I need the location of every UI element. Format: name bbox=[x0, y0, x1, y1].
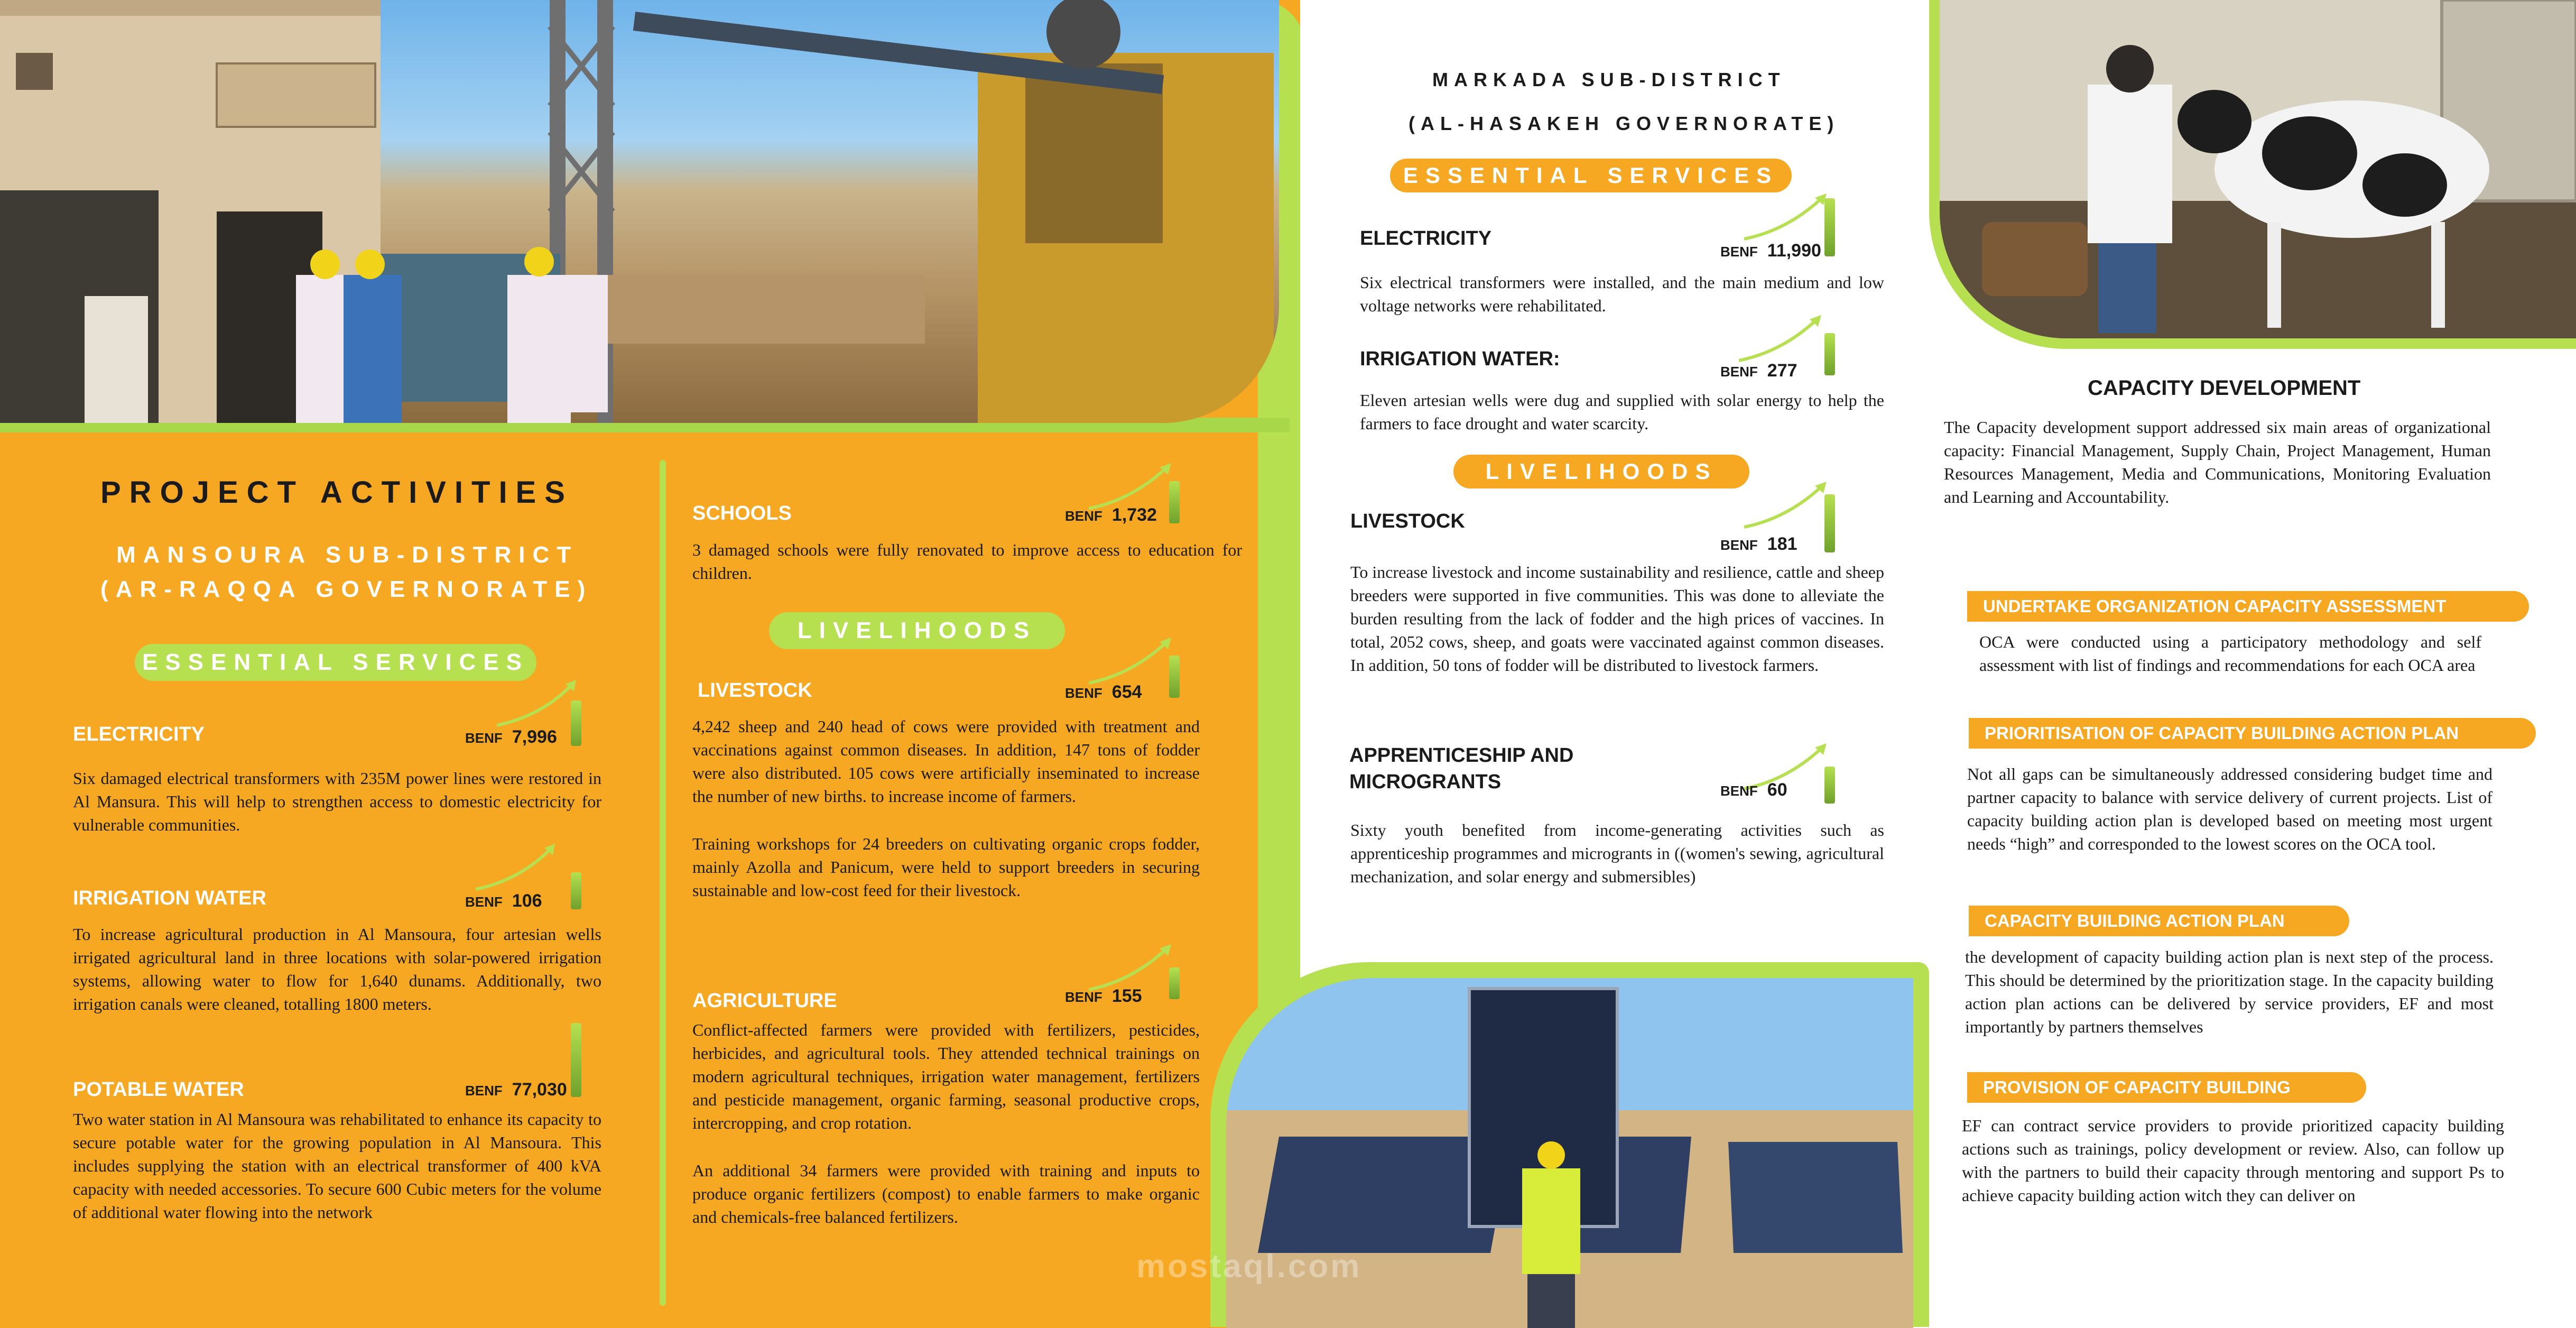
capacity-section-2-title: PRIORITISATION OF CAPACITY BUILDING ACTION PLAN bbox=[1969, 718, 2536, 749]
benf-value: 1,732 bbox=[1111, 505, 1157, 525]
mansoura-agriculture-text: Conflict-affected farmers were provided with fertilizers, pesticides, herbicides, and agricultural tools. They attended technical trainings on modern agricultural techniques, irrigation water management, fertilizers and pesticide management, organic farming, seasonal productive crops, intercropping, and crop rotation. bbox=[692, 1020, 1200, 1132]
benf-bar-icon bbox=[1824, 198, 1835, 256]
benf-bar-icon bbox=[1169, 656, 1180, 698]
mansoura-title-line2: (AR-RAQQA GOVERNORATE) bbox=[100, 576, 593, 602]
mansoura-potable-heading: POTABLE WATER bbox=[73, 1078, 244, 1101]
benf-value: 654 bbox=[1111, 682, 1142, 702]
benf-label: BENF bbox=[1720, 783, 1758, 799]
mansoura-electricity-benf bbox=[465, 727, 557, 748]
benf-bar-icon bbox=[1824, 767, 1835, 804]
markada-livestock-text: To increase livestock and income sustainability and resilience, cattle and sheep breeders were supported in five communities. This was done to alleviate the burden resulting from the lack of fodder and the high prices of vaccines. In total, 2052 cows, sheep, and goats were vaccinated against common diseases. In addition, 50 tons of fodder will be distributed to livestock farmers. bbox=[1350, 562, 1884, 675]
benf-bar-icon bbox=[1824, 333, 1835, 375]
benf-label: BENF bbox=[1720, 244, 1758, 260]
benf-label: BENF bbox=[1720, 537, 1758, 553]
benf-value: 155 bbox=[1111, 986, 1142, 1006]
benf-value: 106 bbox=[512, 891, 542, 911]
markada-title-line1: MARKADA SUB-DISTRICT bbox=[1432, 69, 1786, 90]
mansoura-potable-text: Two water station in Al Mansoura was rehabilitated to enhance its capacity to secure potable water for the growing population in Al Mansoura. This includes supplying the station with an electrical transformer of 400 kVA capacity with needed accessories. To secure 600 Cubic meters for the volume of additional water flowing into the network bbox=[73, 1110, 601, 1222]
growth-arrow-icon bbox=[476, 841, 560, 893]
benf-bar-icon bbox=[571, 872, 581, 909]
capacity-section-3-title: CAPACITY BUILDING ACTION PLAN bbox=[1969, 906, 2349, 936]
mansoura-agriculture-benf bbox=[1065, 986, 1142, 1007]
capacity-section-1-title: UNDERTAKE ORGANIZATION CAPACITY ASSESSMENT bbox=[1967, 591, 2529, 622]
markada-irrigation-text: Eleven artesian wells were dug and supplied with solar energy to help the farmers to face drought and water scarcity. bbox=[1360, 391, 1884, 433]
capacity-section-4-text: EF can contract service providers to provide prioritized capacity building actions such as trainings, policy development or review. Also, can follow up with the partners to build their capacity through mentoring and support Ps to achieve capacity building action witch they can deliver on bbox=[1962, 1116, 2504, 1205]
mansoura-irrigation-text: To increase agricultural production in Al Mansoura, four artesian wells irrigated agricultural land in three locations with solar-powered irrigation systems, allowing water to flow for 1,640 dunams. Additionally, two irrigation canals were cleaned, totalling 1800 meters. bbox=[73, 925, 601, 1013]
mansoura-livestock-benf bbox=[1065, 682, 1142, 703]
benf-label: BENF bbox=[465, 730, 503, 746]
growth-arrow-icon bbox=[1739, 312, 1829, 365]
column-divider bbox=[660, 460, 666, 1306]
mansoura-title-line1: MANSOURA SUB-DISTRICT bbox=[116, 542, 579, 568]
mansoura-livestock-heading: LIVESTOCK bbox=[698, 679, 812, 702]
mansoura-agriculture-text-2: An additional 34 farmers were provided with training and inputs to produce organic fertilizers (compost) to enable farmers to make organic and chemicals-free balanced fertilizers. bbox=[692, 1161, 1200, 1226]
benf-bar-icon bbox=[571, 1023, 581, 1097]
markada-essential-services-label: ESSENTIAL SERVICES bbox=[1390, 159, 1792, 192]
mansoura-irrigation-heading: IRRIGATION WATER bbox=[73, 887, 266, 909]
capacity-section-1-text: OCA were conducted using a participatory methodology and self assessment with list of findings and recommendations for each OCA area bbox=[1979, 632, 2481, 675]
mansoura-electricity-heading: ELECTRICITY bbox=[73, 723, 205, 745]
benf-label: BENF bbox=[1065, 685, 1102, 701]
benf-label: BENF bbox=[465, 1083, 503, 1099]
photo-veterinarian-cow bbox=[1940, 0, 2576, 338]
mansoura-livelihoods-label: LIVELIHOODS bbox=[769, 612, 1065, 649]
growth-arrow-icon bbox=[1744, 478, 1834, 531]
benf-label: BENF bbox=[1065, 989, 1102, 1005]
markada-livelihoods-label: LIVELIHOODS bbox=[1453, 455, 1749, 488]
benf-value: 60 bbox=[1767, 780, 1787, 800]
mansoura-essential-services-label: ESSENTIAL SERVICES bbox=[135, 644, 536, 681]
markada-electricity-text: Six electrical transformers were installed, and the main medium and low voltage networks were rehabilitated. bbox=[1360, 273, 1884, 315]
mansoura-livestock-text: 4,242 sheep and 240 head of cows were provided with treatment and vaccinations against common diseases. In addition, 147 tons of fodder were also distributed. 105 cows were artificially inseminated to increase the number of new births. to increase income of farmers. bbox=[692, 717, 1200, 806]
capacity-section-3-text: the development of capacity building action plan is next step of the process. This should be determined by the prioritization stage. In the capacity building action plan actions can be delivered by service providers, EF and most importantly by partners themselves bbox=[1965, 947, 2494, 1036]
mansoura-irrigation-benf bbox=[465, 891, 542, 911]
markada-electricity-benf bbox=[1720, 241, 1821, 261]
cow-photo-illustration bbox=[1940, 0, 2576, 338]
benf-value: 277 bbox=[1767, 361, 1797, 381]
markada-irrigation-benf bbox=[1720, 361, 1797, 381]
benf-value: 77,030 bbox=[512, 1080, 567, 1100]
markada-electricity-heading: ELECTRICITY bbox=[1360, 227, 1492, 250]
benf-label: BENF bbox=[465, 894, 503, 910]
mansoura-schools-benf bbox=[1065, 505, 1157, 525]
watermark: mostaql.com bbox=[1136, 1248, 1362, 1285]
markada-livestock-benf bbox=[1720, 534, 1797, 555]
benf-label: BENF bbox=[1720, 364, 1758, 380]
markada-title-line2: (AL-HASAKEH GOVERNORATE) bbox=[1409, 113, 1840, 134]
transformer-photo-illustration bbox=[0, 0, 1279, 423]
growth-arrow-icon bbox=[1744, 190, 1834, 243]
benf-bar-icon bbox=[571, 700, 581, 746]
mansoura-schools-text: 3 damaged schools were fully renovated to improve access to education for children. bbox=[692, 540, 1242, 583]
mansoura-livestock-text-2: Training workshops for 24 breeders on cultivating organic crops fodder, mainly Azolla and Panicum, were held to support breeders in securing sustainable and low-cost feed for their livestock. bbox=[692, 834, 1200, 900]
capacity-intro: The Capacity development support addressed six main areas of organizational capacity: Financial Management, Supply Chain, Project Management, Human Resources Management, Media and Communications, Monitoring Evaluation and Learning and Accountability. bbox=[1944, 418, 2491, 506]
mansoura-schools-heading: SCHOOLS bbox=[692, 502, 792, 524]
benf-bar-icon bbox=[1824, 494, 1835, 552]
capacity-section-4-title: PROVISION OF CAPACITY BUILDING bbox=[1967, 1072, 2366, 1103]
benf-label: BENF bbox=[1065, 508, 1102, 524]
markada-irrigation-heading: IRRIGATION WATER: bbox=[1360, 348, 1560, 370]
benf-value: 11,990 bbox=[1767, 241, 1821, 261]
mansoura-electricity-text: Six damaged electrical transformers with 235M power lines were restored in Al Mansura. This will help to strengthen access to domestic electricity for vulnerable communities. bbox=[73, 769, 601, 834]
growth-arrow-icon bbox=[1089, 634, 1179, 687]
growth-arrow-icon bbox=[497, 677, 581, 730]
capacity-title: CAPACITY DEVELOPMENT bbox=[2088, 376, 2361, 400]
markada-apprenticeship-text: Sixty youth benefited from income-generating activities such as apprenticeship programmes and microgrants in ((women's sewing, agricultural mechanization, and solar energy and submersibles) bbox=[1350, 820, 1884, 886]
benf-bar-icon bbox=[1169, 967, 1180, 999]
markada-apprenticeship-benf bbox=[1720, 780, 1787, 800]
capacity-section-2-text: Not all gaps can be simultaneously addressed considering budget time and partner capacity to balance with service delivery of current projects. List of capacity building action plan is developed based on meeting most urgent needs “high” and corresponded to the lowest scores on the OCA tool. bbox=[1967, 764, 2492, 853]
mansoura-potable-benf bbox=[465, 1080, 567, 1100]
benf-bar-icon bbox=[1169, 481, 1180, 523]
photo-transformer-workers bbox=[0, 0, 1279, 423]
mansoura-agriculture-heading: AGRICULTURE bbox=[692, 990, 837, 1012]
page-title: PROJECT ACTIVITIES bbox=[100, 475, 573, 510]
markada-livestock-heading: LIVESTOCK bbox=[1350, 510, 1465, 532]
markada-apprenticeship-heading-line1: APPRENTICESHIP AND bbox=[1349, 744, 1574, 767]
markada-apprenticeship-heading-line2: MICROGRANTS bbox=[1349, 771, 1502, 793]
benf-value: 7,996 bbox=[512, 727, 557, 747]
benf-value: 181 bbox=[1767, 534, 1797, 554]
